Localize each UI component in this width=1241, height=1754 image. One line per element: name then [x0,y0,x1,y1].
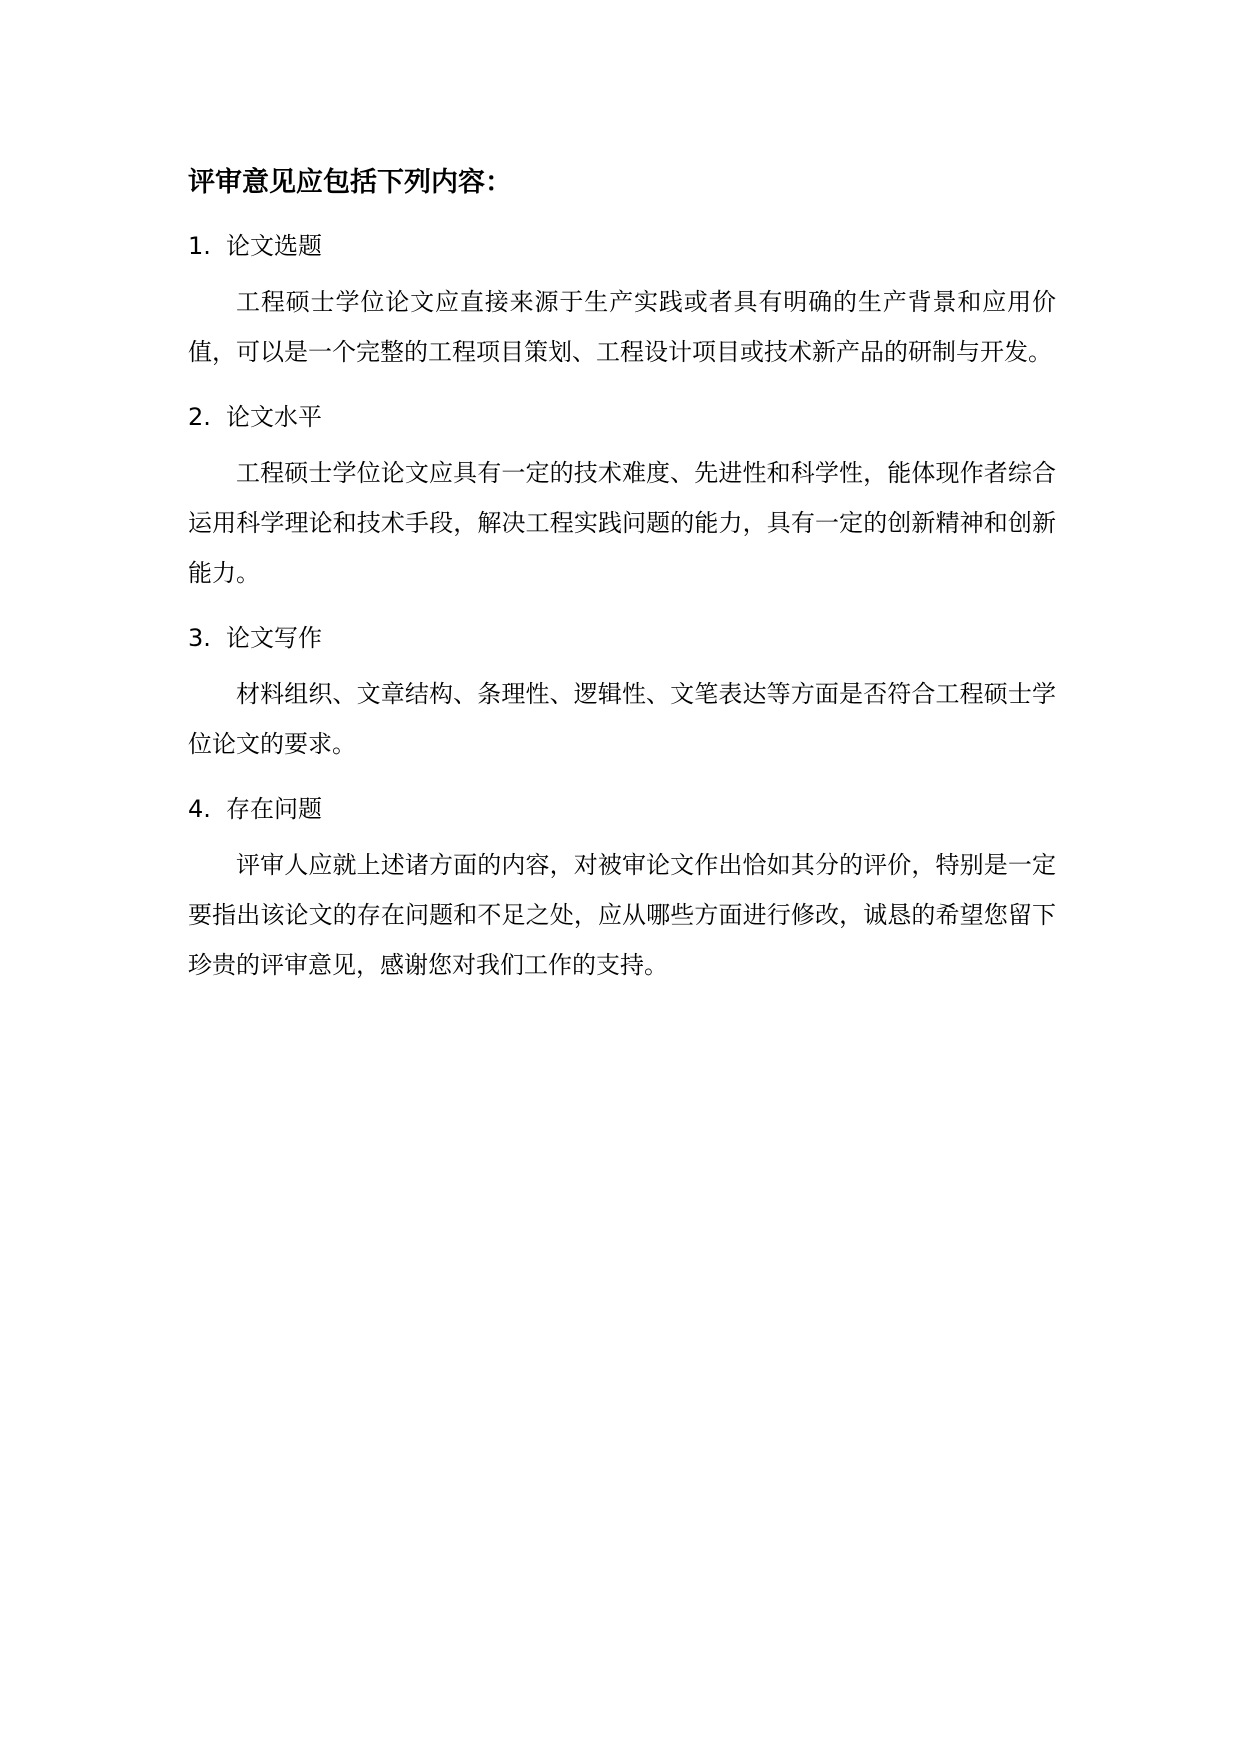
section-thesis-level [188,400,1056,598]
section-heading [188,621,1056,655]
section-number: 2. [188,403,211,431]
section-title: 论文写作 [226,624,322,652]
section-existing-problems [188,792,1056,990]
section-body: 工程硕士学位论文应具有一定的技术难度、先进性和科学性，能体现作者综合运用科学理论和技术手段，解决工程实践问题的能力，具有一定的创新精神和创新能力。 [188,459,1056,587]
section-heading [188,792,1056,826]
section-thesis-writing [188,621,1056,769]
section-body: 材料组织、文章结构、条理性、逻辑性、文笔表达等方面是否符合工程硕士学位论文的要求。 [188,680,1056,758]
section-body: 评审人应就上述诸方面的内容，对被审论文作出恰如其分的评价，特别是一定要指出该论文的存在问题和不足之处，应从哪些方面进行修改，诚恳的希望您留下珍贵的评审意见，感谢您对我们工作的支持。 [188,851,1056,979]
page-title: 评审意见应包括下列内容： [188,167,512,198]
section-title: 论文水平 [226,403,322,431]
section-number: 4. [188,795,211,823]
section-topic-selection [188,229,1056,377]
section-heading [188,229,1056,263]
document-content [188,160,1056,990]
section-number: 1. [188,232,211,260]
section-number: 3. [188,624,211,652]
section-heading [188,400,1056,434]
section-title: 论文选题 [226,232,322,260]
section-body: 工程硕士学位论文应直接来源于生产实践或者具有明确的生产背景和应用价值，可以是一个完整的工程项目策划、工程设计项目或技术新产品的研制与开发。 [188,288,1056,366]
section-title: 存在问题 [226,795,322,823]
